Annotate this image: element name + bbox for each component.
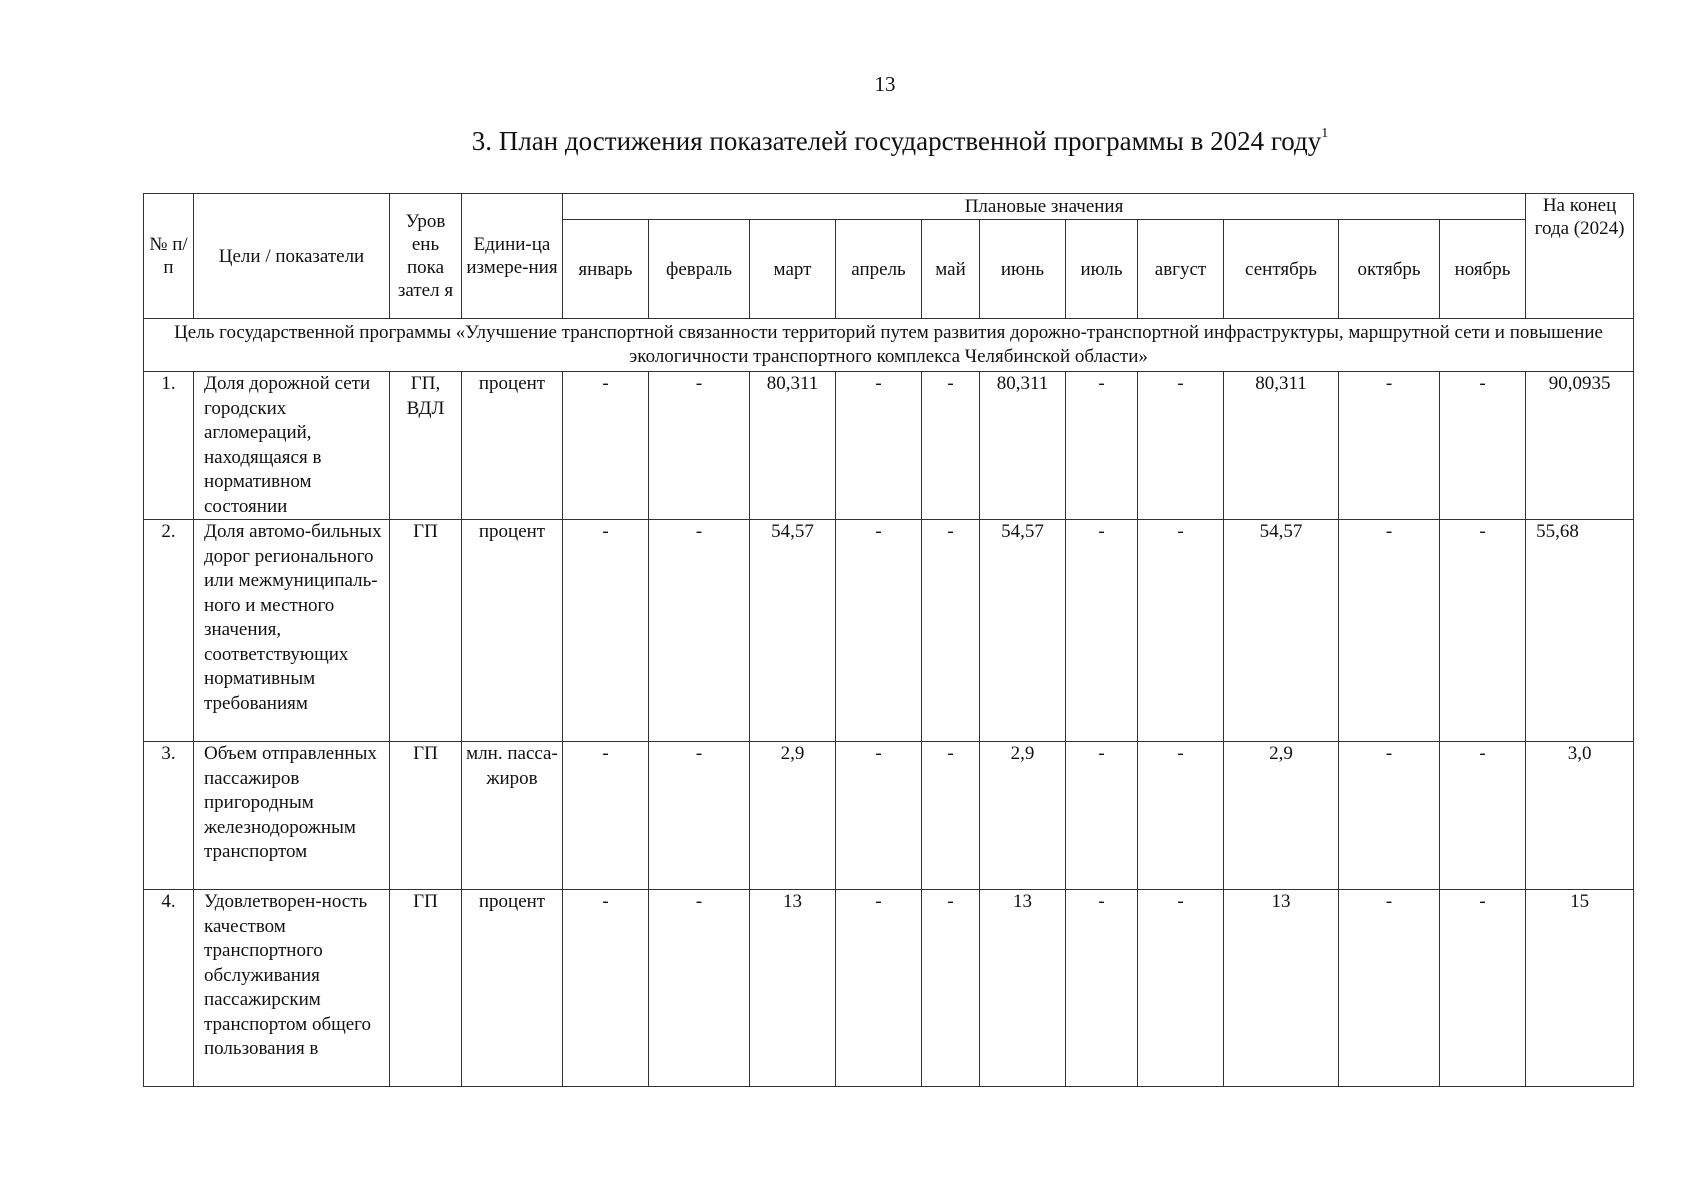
- row-indicator: Доля дорожной сети городских агломераций, находящаяся в нормативном состоянии: [194, 372, 390, 520]
- table-row: [144, 890, 1634, 1087]
- row-month-value: -: [1440, 890, 1526, 1087]
- header-planned-values: Плановые значения: [563, 194, 1526, 220]
- header-month: июль: [1066, 220, 1138, 319]
- row-month-value: 80,311: [1224, 372, 1339, 520]
- row-month-value: 54,57: [750, 520, 836, 742]
- row-month-value: -: [836, 742, 922, 890]
- row-month-value: -: [1339, 742, 1440, 890]
- header-year-end: На конец года (2024): [1526, 194, 1634, 319]
- row-month-value: -: [649, 890, 750, 1087]
- row-month-value: -: [1339, 520, 1440, 742]
- header-name: Цели / показатели: [194, 194, 390, 319]
- header-month: ноябрь: [1440, 220, 1526, 319]
- row-level: ГП: [390, 520, 462, 742]
- row-month-value: -: [563, 742, 649, 890]
- program-goal: Цель государственной программы «Улучшение транспортной связанности территорий путем развития дорожно-транспортной инфраструктуры, маршрутной сети и повышение экологичности транспортного комплекса Челябинской области»: [144, 319, 1634, 372]
- header-unit: Едини-ца измере-ния: [462, 194, 563, 319]
- table-row: [144, 742, 1634, 890]
- row-num: 2.: [144, 520, 194, 742]
- goal-row: [144, 319, 1634, 372]
- header-month: сентябрь: [1224, 220, 1339, 319]
- row-month-value: -: [563, 520, 649, 742]
- row-level: ГП: [390, 742, 462, 890]
- row-month-value: 13: [750, 890, 836, 1087]
- row-unit: процент: [462, 372, 563, 520]
- row-month-value: -: [1138, 372, 1224, 520]
- row-level: ГП: [390, 890, 462, 1087]
- row-num: 3.: [144, 742, 194, 890]
- row-year-end: 15: [1526, 890, 1634, 1087]
- row-month-value: -: [1066, 520, 1138, 742]
- row-month-value: 2,9: [750, 742, 836, 890]
- row-num: 1.: [144, 372, 194, 520]
- indicators-plan-table: [143, 193, 1634, 1087]
- row-month-value: -: [1066, 372, 1138, 520]
- row-month-value: -: [922, 372, 980, 520]
- document-title: [0, 126, 1698, 157]
- row-month-value: -: [1138, 520, 1224, 742]
- row-month-value: -: [563, 372, 649, 520]
- table-row: [144, 520, 1634, 742]
- row-month-value: -: [1138, 890, 1224, 1087]
- row-num: 4.: [144, 890, 194, 1087]
- row-month-value: 2,9: [980, 742, 1066, 890]
- row-year-end: 3,0: [1526, 742, 1634, 890]
- header-month: апрель: [836, 220, 922, 319]
- row-month-value: -: [1339, 372, 1440, 520]
- row-month-value: -: [922, 890, 980, 1087]
- header-month: февраль: [649, 220, 750, 319]
- row-year-end: 55,68: [1526, 520, 1634, 742]
- row-month-value: -: [836, 520, 922, 742]
- row-unit: процент: [462, 520, 563, 742]
- row-indicator: Доля автомо-бильных дорог регионального или межмуниципаль-ного и местного значения, соответствующих нормативным требованиям: [194, 520, 390, 742]
- table-body: [144, 319, 1634, 1087]
- row-year-end: 90,0935: [1526, 372, 1634, 520]
- row-month-value: -: [1339, 890, 1440, 1087]
- header-month: октябрь: [1339, 220, 1440, 319]
- table-row: [144, 372, 1634, 520]
- row-month-value: -: [649, 520, 750, 742]
- row-month-value: -: [922, 742, 980, 890]
- header-month: июнь: [980, 220, 1066, 319]
- header-month: январь: [563, 220, 649, 319]
- row-month-value: -: [922, 520, 980, 742]
- row-month-value: 54,57: [1224, 520, 1339, 742]
- row-indicator: Удовлетворен-ность качеством транспортного обслуживания пассажирским транспортом общего пользования в: [194, 890, 390, 1087]
- row-month-value: -: [1066, 742, 1138, 890]
- row-level: ГП, ВДЛ: [390, 372, 462, 520]
- header-month: май: [922, 220, 980, 319]
- document-title-text: 3. План достижения показателей государственной программы в 2024 году: [471, 126, 1322, 156]
- row-month-value: 2,9: [1224, 742, 1339, 890]
- header-level: Уров ень пока зател я: [390, 194, 462, 319]
- row-month-value: -: [649, 372, 750, 520]
- header-month: март: [750, 220, 836, 319]
- row-month-value: 13: [1224, 890, 1339, 1087]
- row-month-value: 54,57: [980, 520, 1066, 742]
- row-month-value: 80,311: [750, 372, 836, 520]
- row-month-value: -: [836, 372, 922, 520]
- table-header: [144, 194, 1634, 319]
- row-month-value: 13: [980, 890, 1066, 1087]
- row-month-value: 80,311: [980, 372, 1066, 520]
- row-unit: млн. пасса-жиров: [462, 742, 563, 890]
- row-month-value: -: [1138, 742, 1224, 890]
- row-month-value: -: [1440, 372, 1526, 520]
- row-month-value: -: [1066, 890, 1138, 1087]
- row-month-value: -: [649, 742, 750, 890]
- page-number: 13: [874, 72, 896, 96]
- row-month-value: -: [836, 890, 922, 1087]
- row-indicator: Объем отправленных пассажиров пригородным железнодорожным транспортом: [194, 742, 390, 890]
- header-num: № п/ п: [144, 194, 194, 319]
- row-month-value: -: [1440, 520, 1526, 742]
- header-month: август: [1138, 220, 1224, 319]
- row-unit: процент: [462, 890, 563, 1087]
- footnote-mark: 1: [1321, 126, 1329, 141]
- row-month-value: -: [563, 890, 649, 1087]
- row-month-value: -: [1440, 742, 1526, 890]
